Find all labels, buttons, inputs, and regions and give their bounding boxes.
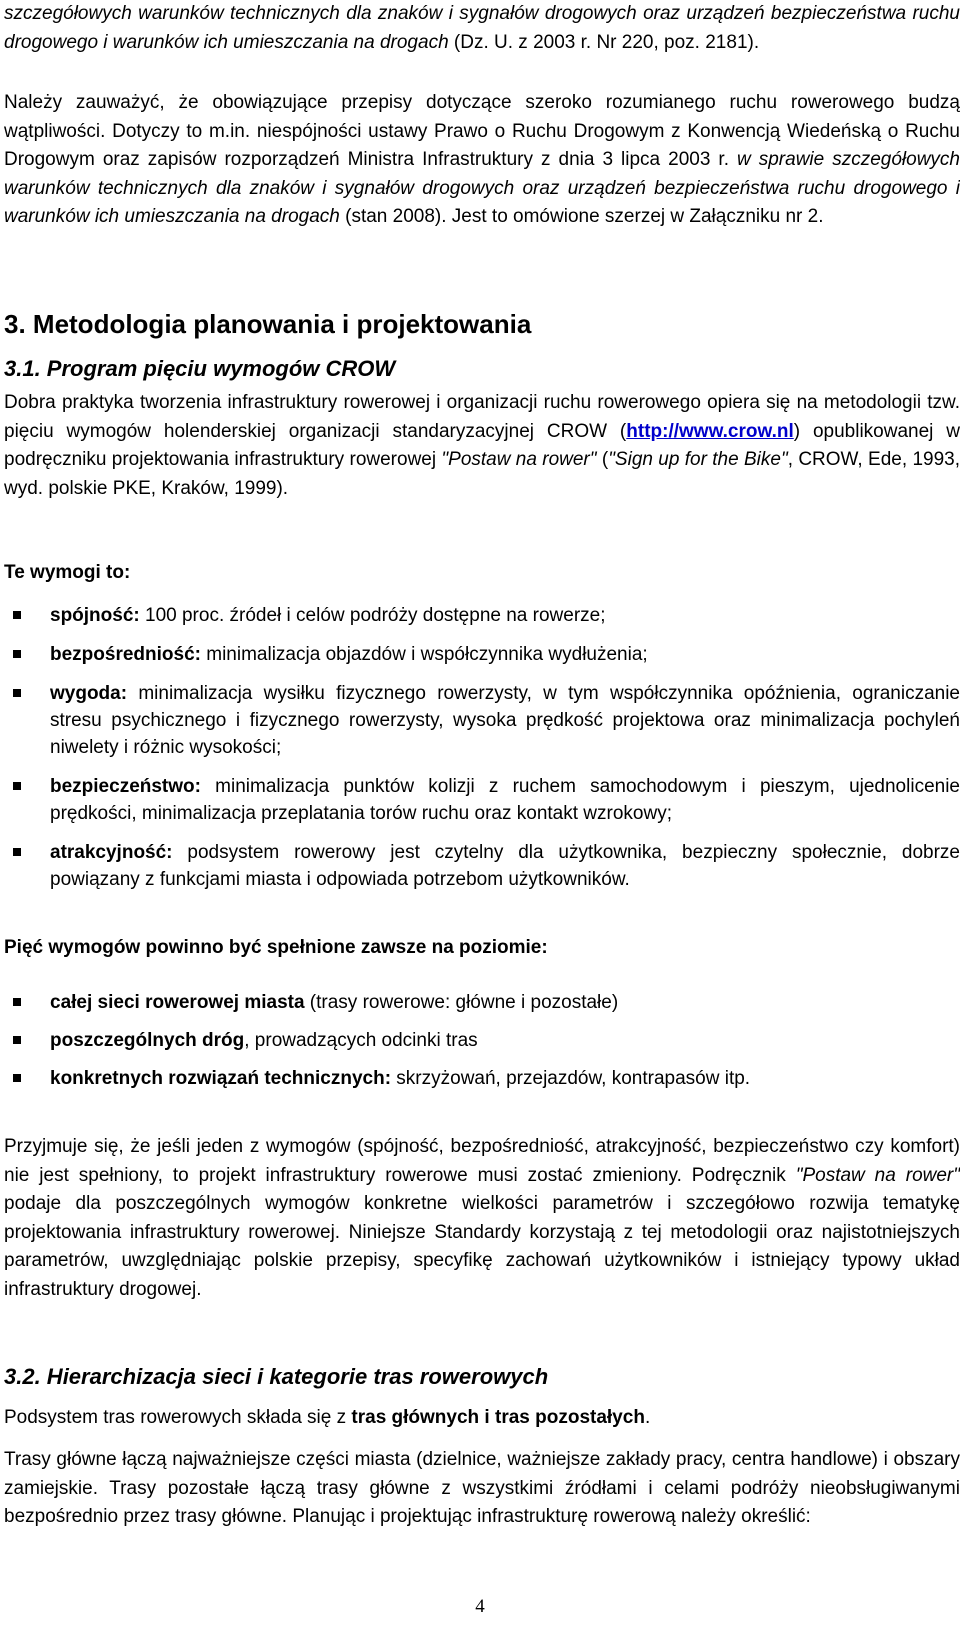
bullet-icon — [13, 689, 21, 697]
requirements-list — [4, 602, 960, 893]
section-3-2-paragraph-1: Podsystem tras rowerowych składa się z tras głównych i tras pozostałych. — [4, 1407, 651, 1428]
list-item: poszczególnych dróg, prowadzących odcinki tras — [4, 1027, 960, 1054]
bullet-icon — [13, 611, 21, 619]
section-3-1-paragraph-2: Przyjmuje się, że jeśli jeden z wymogów (spójność, bezpośredniość, atrakcyjność, bezpieczeństwo czy komfort) nie jest spełniony, to projekt infrastruktury rowerowe musi zostać zmieniony. Podręcznik "Postaw na rower" podaje dla poszczególnych wymogów konkretne wielkości parametrów i szczegółowo rozwija tematykę projektowania infrastruktury rowerowej. Niniejsze Standardy korzystają z tej metodologii oraz najistotniejszych parametrów, uwzględniając polskie przepisy, specyfikę zachowań użytkowników i istniejący typowy układ infrastruktury drogowej. — [4, 1136, 960, 1300]
list-item: całej sieci rowerowej miasta (trasy rowerowe: główne i pozostałe) — [4, 989, 960, 1016]
bullet-icon — [13, 650, 21, 658]
levels-list — [4, 989, 960, 1092]
bullet-icon — [13, 1036, 21, 1044]
bullet-icon — [13, 1074, 21, 1082]
list-item: bezpośredniość: minimalizacja objazdów i współczynnika wydłużenia; — [4, 641, 960, 668]
page-number: 4 — [475, 1596, 485, 1617]
list-item: konkretnych rozwiązań technicznych: skrzyżowań, przejazdów, kontrapasów itp. — [4, 1065, 960, 1092]
section-3-title: 3. Metodologia planowania i projektowania — [4, 309, 532, 339]
levels-heading: Pięć wymogów powinno być spełnione zawsze na poziomie: — [4, 937, 548, 958]
section-3-2-paragraph-2: Trasy główne łączą najważniejsze części miasta (dzielnice, ważniejsze zakłady pracy, centra handlowe) i obszary zamiejskie. Trasy pozostałe łączą trasy główne z wszystkimi źródłami i celami podróży nieobsługiwanymi bezpośrednio przez trasy główne. Planując i projektując infrastrukturę rowerową należy określić: — [4, 1449, 960, 1527]
section-3-1-title: 3.1. Program pięciu wymogów CROW — [4, 356, 396, 381]
bullet-icon — [13, 998, 21, 1006]
bullet-icon — [13, 782, 21, 790]
requirements-heading: Te wymogi to: — [4, 562, 131, 583]
list-item: wygoda: minimalizacja wysiłku fizycznego rowerzysty, w tym współczynnika opóźnienia, ograniczanie stresu psychicznego i fizycznego rowerzysty, wysoka prędkość projektowa oraz minimalizacja pochyleń niwelety i różnic wysokości; — [4, 680, 960, 761]
section-3-2-title: 3.2. Hierarchizacja sieci i kategorie tras rowerowych — [4, 1364, 549, 1389]
list-item: bezpieczeństwo: minimalizacja punktów kolizji z ruchem samochodowym i pieszym, ujednolicenie prędkości, minimalizacja przeplatania torów ruchu oraz kontakt wzrokowy; — [4, 773, 960, 827]
crow-link[interactable]: http://www.crow.nl — [626, 420, 794, 442]
section-3-1-paragraph-1: Dobra praktyka tworzenia infrastruktury rowerowej i organizacji ruchu rowerowego opiera się na metodologii tzw. pięciu wymogów holenderskiej organizacji standaryzacyjnej CROW (http://www.crow.nl) opublikowanej w podręczniku projektowania infrastruktury rowerowej "Postaw na rower" ("Sign up for the Bike", CROW, Ede, 1993, wyd. polskie PKE, Kraków, 1999). — [4, 392, 960, 499]
intro-paragraph-2: Należy zauważyć, że obowiązujące przepisy dotyczące szeroko rozumianego ruchu rowerowego budzą wątpliwości. Dotyczy to m.in. niespójności ustawy Prawo o Ruchu Drogowym z Konwencją Wiedeńską o Ruchu Drogowym oraz zapisów rozporządzeń Ministra Infrastruktury z dnia 3 lipca 2003 r. w sprawie szczegółowych warunków technicznych dla znaków i sygnałów drogowych oraz urządzeń bezpieczeństwa ruchu drogowego i warunków ich umieszczania na drogach (stan 2008). Jest to omówione szerzej w Załączniku nr 2. — [4, 92, 960, 227]
bullet-icon — [13, 848, 21, 856]
list-item: atrakcyjność: podsystem rowerowy jest czytelny dla użytkownika, bezpieczny społecznie, dobrze powiązany z funkcjami miasta i odpowiada potrzebom użytkowników. — [4, 839, 960, 893]
list-item: spójność: 100 proc. źródeł i celów podróży dostępne na rowerze; — [4, 602, 960, 629]
intro-paragraph-1: szczegółowych warunków technicznych dla znaków i sygnałów drogowych oraz urządzeń bezpieczeństwa ruchu drogowego i warunków ich umieszczania na drogach (Dz. U. z 2003 r. Nr 220, poz. 2181). — [4, 3, 960, 53]
